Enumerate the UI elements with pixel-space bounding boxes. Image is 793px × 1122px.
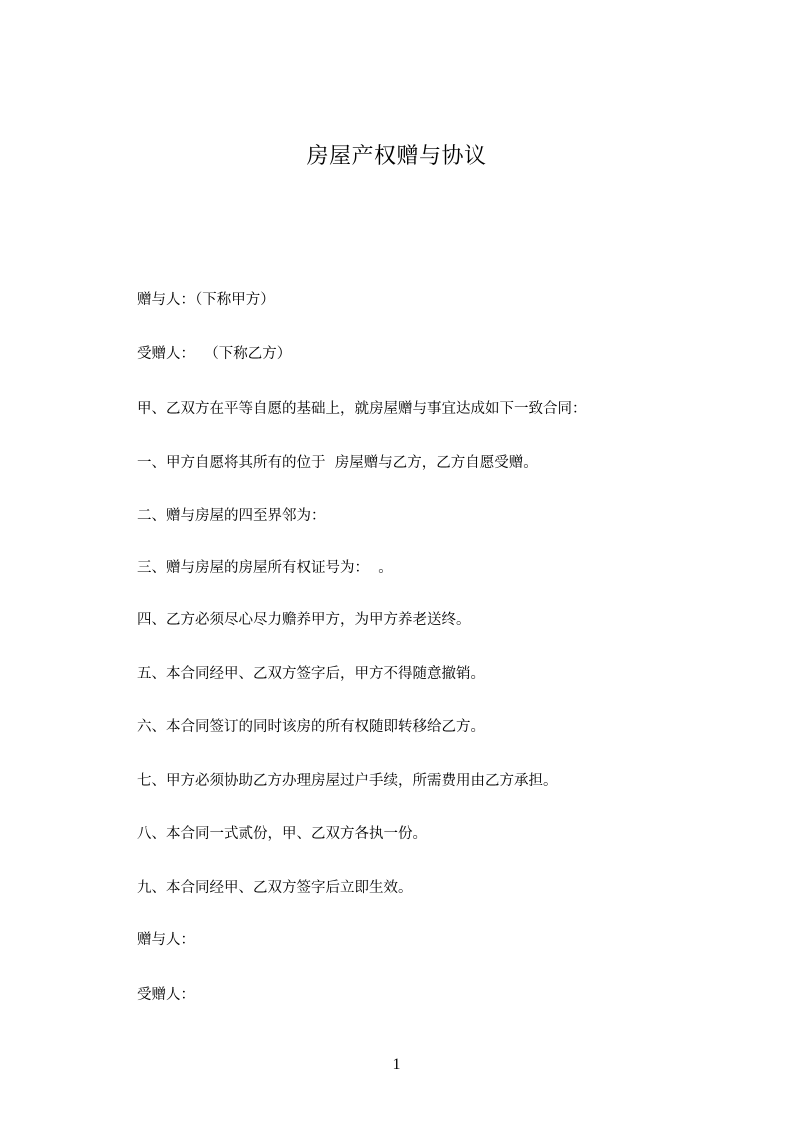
clause-7: 七、甲方必须协助乙方办理房屋过户手续，所需费用由乙方承担。 [137,773,558,789]
clause-2: 二、赠与房屋的四至界邻为： [137,508,326,524]
page-number: 1 [392,1056,401,1073]
clause-8: 八、本合同一式贰份，甲、乙双方各执一份。 [137,826,427,842]
donee-line: 受赠人： （下称乙方） [137,346,292,362]
agreement-preamble: 甲、乙双方在平等自愿的基础上，就房屋赠与事宜达成如下一致合同： [137,401,587,417]
clause-5: 五、本合同经甲、乙双方签字后，甲方不得随意撤销。 [137,666,485,682]
clause-3: 三、赠与房屋的房屋所有权证号为： 。 [137,560,393,576]
donor-line: 赠与人：（下称甲方） [137,292,275,308]
donee-signature-line: 受赠人： [137,987,195,1003]
document-title: 房屋产权赠与协议 [306,144,487,169]
clause-1: 一、甲方自愿将其所有的位于 房屋赠与乙方，乙方自愿受赠。 [137,455,538,471]
clause-9: 九、本合同经甲、乙双方签字后立即生效。 [137,880,413,896]
clause-4: 四、乙方必须尽心尽力赡养甲方，为甲方养老送终。 [137,612,471,628]
donor-signature-line: 赠与人： [137,932,195,948]
clause-6: 六、本合同签订的同时该房的所有权随即转移给乙方。 [137,719,485,735]
